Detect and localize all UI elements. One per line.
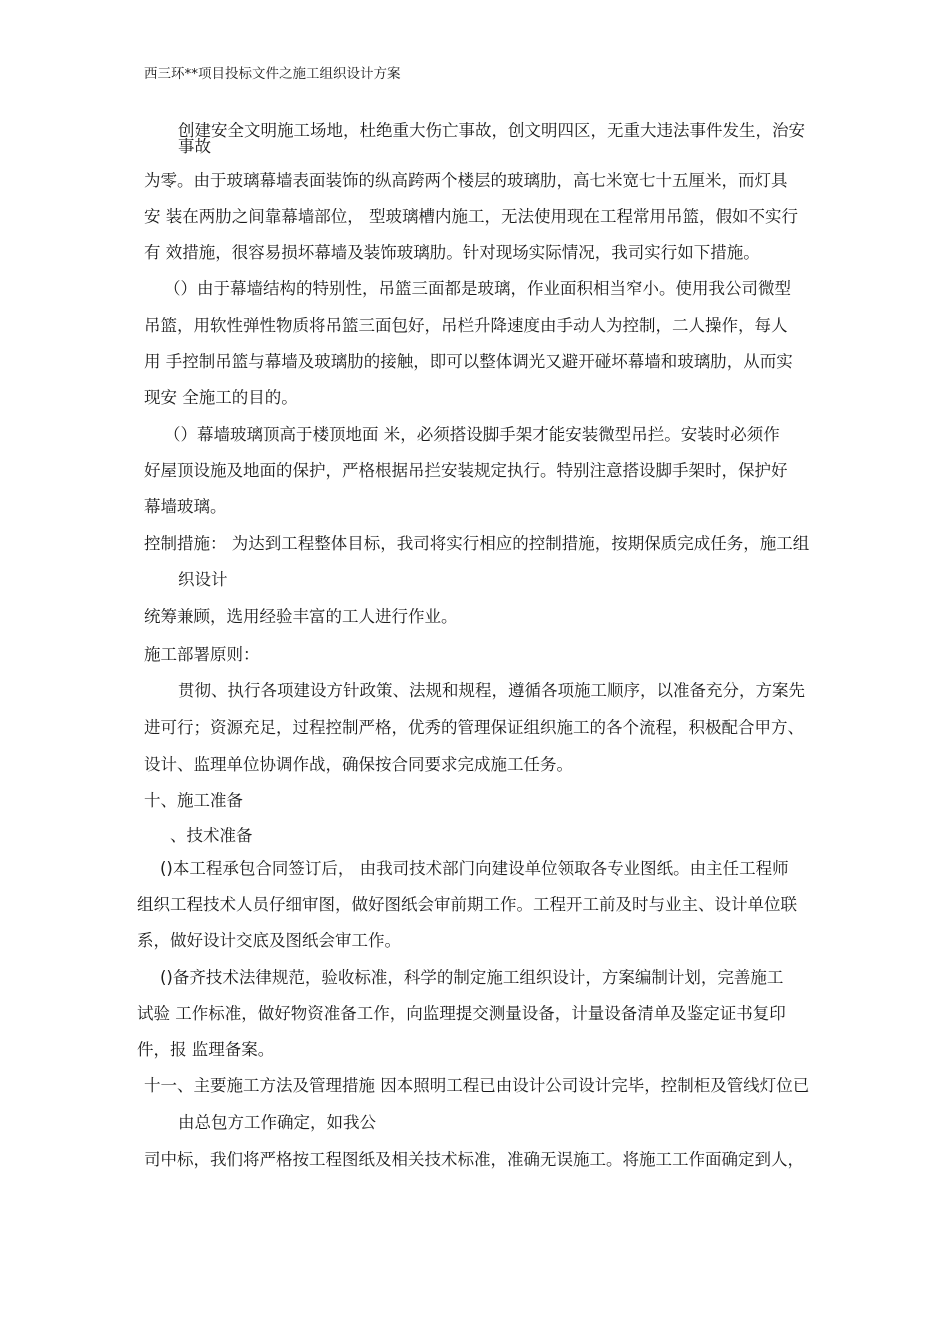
paragraph-line: 贯彻、执行各项建设方针政策、法规和规程，遵循各项施工顺序，以准备充分，方案先	[178, 681, 805, 700]
paragraph-line: 统筹兼顾，选用经验丰富的工人进行作业。	[144, 607, 458, 626]
paragraph-line: 控制措施： 为达到工程整体目标，我司将实行相应的控制措施，按期保质完成任务，施工组	[144, 534, 810, 553]
paragraph-line: 创建安全文明施工场地，杜绝重大伤亡事故，创文明四区，无重大违法事件发生，治安	[178, 121, 805, 140]
paragraph-line: 幕墙玻璃。	[144, 497, 227, 516]
paragraph-line: 系，做好设计交底及图纸会审工作。	[137, 931, 401, 950]
page-header-title: 西三环**项目投标文件之施工组织设计方案	[144, 66, 401, 82]
paragraph-line: ()备齐技术法律规范，验收标准，科学的制定施工组织设计，方案编制计划，完善施工	[160, 968, 784, 987]
paragraph-line: 吊篮，用软性弹性物质将吊篮三面包好，吊栏升降速度由手动人为控制，二人操作，每人	[144, 316, 788, 335]
section-heading: 十、施工准备	[144, 791, 243, 810]
paragraph-line: 事故	[178, 137, 211, 156]
paragraph-line: ()本工程承包合同签订后， 由我司技术部门向建设单位领取各专业图纸。由主任工程师	[160, 859, 789, 878]
paragraph-line: 司中标，我们将严格按工程图纸及相关技术标准，准确无误施工。将施工工作面确定到人，	[144, 1150, 804, 1169]
paragraph-line: 安 装在两肋之间靠幕墙部位， 型玻璃槽内施工，无法使用现在工程常用吊篮，假如不实行	[144, 207, 798, 226]
paragraph-line: 由总包方工作确定，如我公	[178, 1113, 376, 1132]
paragraph-line: 织设计	[178, 570, 228, 589]
paragraph-line: 好屋顶设施及地面的保护，严格根据吊拦安装规定执行。特别注意搭设脚手架时，保护好	[144, 461, 788, 480]
paragraph-line: 试验 工作标准，做好物资准备工作，向监理提交测量设备，计量设备清单及鉴定证书复印	[137, 1004, 786, 1023]
paragraph-line: 为零。由于玻璃幕墙表面装饰的纵高跨两个楼层的玻璃肋，高七米宽七十五厘米，而灯具	[144, 171, 788, 190]
paragraph-line: 现安 全施工的目的。	[144, 388, 298, 407]
paragraph-line: 进可行；资源充足，过程控制严格，优秀的管理保证组织施工的各个流程，积极配合甲方、	[144, 718, 804, 737]
paragraph-line: 用 手控制吊篮与幕墙及玻璃肋的接触，即可以整体调光又避开碰坏幕墙和玻璃肋，从而实	[144, 352, 793, 371]
paragraph-line: 施工部署原则：	[144, 645, 260, 664]
paragraph-line: 组织工程技术人员仔细审图，做好图纸会审前期工作。工程开工前及时与业主、设计单位联	[137, 895, 797, 914]
subsection-heading: 、技术准备	[170, 826, 253, 845]
paragraph-line: （）幕墙玻璃顶高于楼顶地面 米，必须搭设脚手架才能安装微型吊拦。安装时必须作	[164, 425, 780, 444]
paragraph-line: 设计、监理单位协调作战，确保按合同要求完成施工任务。	[144, 755, 573, 774]
paragraph-line: （）由于幕墙结构的特别性，吊篮三面都是玻璃，作业面积相当窄小。使用我公司微型	[164, 279, 791, 298]
paragraph-line: 有 效措施，很容易损坏幕墙及装饰玻璃肋。针对现场实际情况，我司实行如下措施。	[144, 243, 760, 262]
section-heading: 十一、主要施工方法及管理措施 因本照明工程已由设计公司设计完毕，控制柜及管线灯位已	[144, 1076, 810, 1095]
paragraph-line: 件，报 监理备案。	[137, 1040, 275, 1059]
